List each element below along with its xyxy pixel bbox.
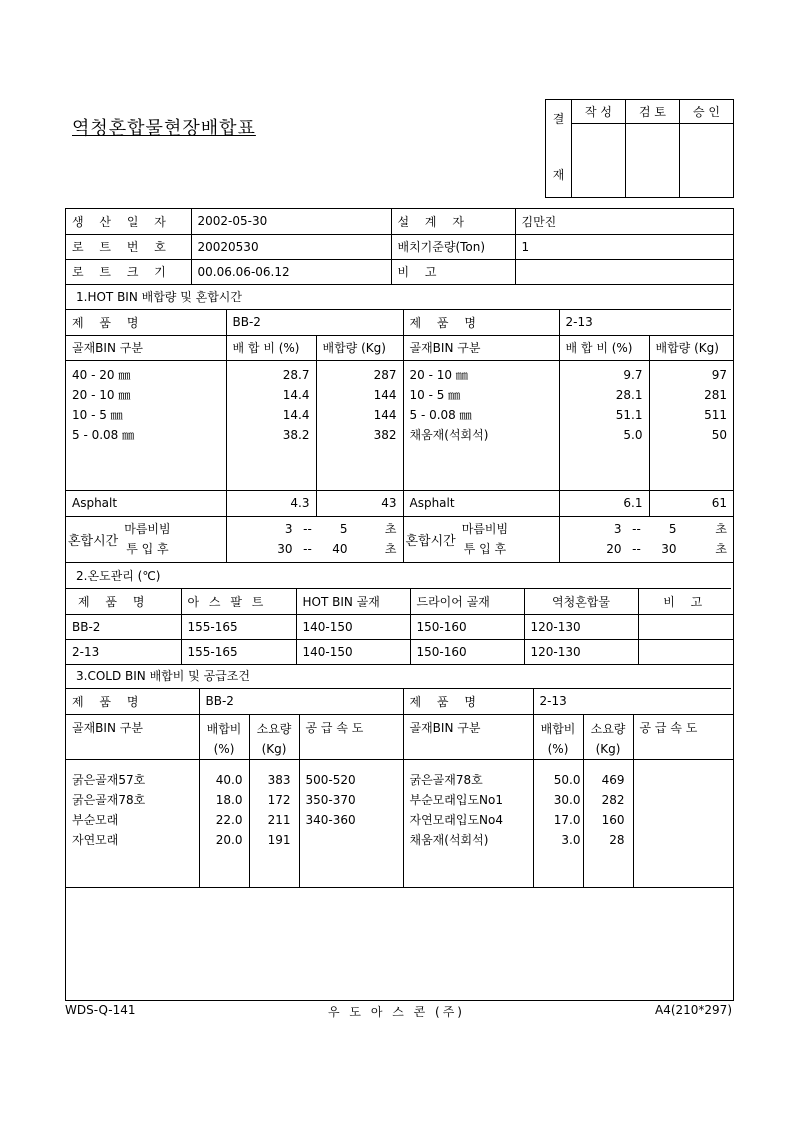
s3-right-header-bin: 골재BIN 구분 <box>403 714 533 759</box>
s1-right-header-amount: 배합량 (Kg) <box>649 335 733 360</box>
list-item: 191 <box>267 832 291 847</box>
list-item: 211 <box>267 812 291 827</box>
mix-unit: 초 <box>384 542 397 556</box>
list-item: 30.0 <box>553 792 581 807</box>
temp-header-remarks: 비 고 <box>638 589 733 614</box>
designer: 김만진 <box>515 209 733 234</box>
list-item: 5 - 0.08 ㎜ <box>72 427 135 442</box>
temp-header-hotbin: HOT BIN 골재 <box>296 589 410 614</box>
mix-from: 3 <box>613 522 622 536</box>
s3-right-product-label: 제 품 명 <box>403 689 533 714</box>
label-batch-standard: 배치기준량(Ton) <box>391 234 515 259</box>
list-item: 40 - 20 ㎜ <box>72 367 131 382</box>
header-unit: (Kg) <box>595 741 621 756</box>
list-item: 40.0 <box>215 772 243 787</box>
list-item: 18.0 <box>215 792 243 807</box>
mix-stage-after: 투 입 후 <box>463 542 507 556</box>
label-remarks: 비 고 <box>391 259 515 284</box>
table-row <box>66 614 733 639</box>
s3-right-speed-list <box>633 759 733 887</box>
s3-right-header-amount <box>583 714 633 759</box>
mix-unit: 초 <box>715 542 727 556</box>
list-item: 17.0 <box>553 812 581 827</box>
list-item: 28 <box>609 832 625 847</box>
s1-left-asphalt-amount: 43 <box>316 490 403 516</box>
list-item: 28.1 <box>615 387 643 402</box>
s3-left-header-ratio <box>199 714 249 759</box>
footer-company: 우 도 아 스 콘 (주) <box>328 1005 465 1019</box>
batch-standard: 1 <box>515 234 733 259</box>
approval-box <box>545 99 734 198</box>
info-table <box>66 209 733 285</box>
s1-right-asphalt-ratio: 6.1 <box>559 490 649 516</box>
s3-right-header-ratio <box>533 714 583 759</box>
label-designer: 설 계 자 <box>391 209 515 234</box>
footer-form-code: WDS-Q-141 <box>65 1003 136 1017</box>
list-item: 383 <box>267 772 291 787</box>
list-item: 50.0 <box>553 772 581 787</box>
section2-title: 2.온도관리 (℃) <box>66 564 731 589</box>
approval-header-approver: 승 인 <box>680 100 734 124</box>
list-item: 281 <box>704 387 727 402</box>
list-item: 340-360 <box>305 812 356 827</box>
list-item: 469 <box>601 772 625 787</box>
list-item: 부순모래입도No1 <box>409 792 504 807</box>
list-item: 500-520 <box>305 772 356 787</box>
mix-stage-dry: 마름비빔 <box>461 522 509 536</box>
production-date: 2002-05-30 <box>191 209 391 234</box>
list-item: 14.4 <box>282 387 310 402</box>
list-item: 38.2 <box>282 427 310 442</box>
list-item: 350-370 <box>305 792 356 807</box>
s1-right-header-bin: 골재BIN 구분 <box>403 335 559 360</box>
approval-side-bottom: 재 <box>552 168 565 182</box>
main-form <box>65 208 734 1001</box>
notes-area[interactable] <box>66 888 733 1000</box>
s3-right-amount-list <box>583 759 633 887</box>
s1-left-header-amount: 배합량 (Kg) <box>316 335 403 360</box>
temp-header-asphalt: 아 스 팔 트 <box>181 589 296 614</box>
s1-right-ratio-list <box>559 360 649 490</box>
s3-left-bin-list <box>66 759 199 887</box>
temp-cell: 120-130 <box>524 614 638 639</box>
s1-left-amount-list <box>316 360 403 490</box>
list-item: 5.0 <box>623 427 643 442</box>
list-item: 160 <box>601 812 625 827</box>
list-item: 굵은골재57호 <box>72 772 146 787</box>
s3-left-header-amount <box>249 714 299 759</box>
s3-left-product: BB-2 <box>199 689 403 714</box>
list-item: 20.0 <box>215 832 243 847</box>
list-item: 자연모래입도No4 <box>409 812 504 827</box>
header-unit: (%) <box>213 741 235 756</box>
list-item: 부순모래 <box>72 812 119 827</box>
s1-left-product-label: 제 품 명 <box>66 310 226 335</box>
list-item: 28.7 <box>282 367 310 382</box>
list-item: 10 - 5 ㎜ <box>409 387 461 402</box>
temperature-table <box>66 589 733 665</box>
list-item: 20 - 10 ㎜ <box>409 367 468 382</box>
temp-header-product: 제 품 명 <box>66 589 181 614</box>
list-item: 자연모래 <box>72 832 119 847</box>
approval-sign-reviewer[interactable] <box>626 124 680 198</box>
mix-from: 20 <box>606 542 622 556</box>
list-item: 511 <box>704 407 727 422</box>
s1-right-bin-list <box>403 360 559 490</box>
temp-cell <box>638 614 733 639</box>
lot-number: 20020530 <box>191 234 391 259</box>
mix-unit: 초 <box>715 522 727 536</box>
s1-left-asphalt-label: Asphalt <box>66 490 226 516</box>
s3-right-ratio-list <box>533 759 583 887</box>
s3-left-header-speed: 공 급 속 도 <box>299 714 403 759</box>
temp-cell: 155-165 <box>181 614 296 639</box>
approval-side-label <box>546 100 572 198</box>
s1-left-product: BB-2 <box>226 310 403 335</box>
label-production-date: 생 산 일 자 <box>66 209 191 234</box>
lot-size: 00.06.06-06.12 <box>191 259 391 284</box>
list-item: 20 - 10 ㎜ <box>72 387 131 402</box>
temp-cell: 150-160 <box>410 614 524 639</box>
mix-to: 30 <box>661 542 677 556</box>
list-item: 굵은골재78호 <box>409 772 483 787</box>
header-unit: (%) <box>547 741 569 756</box>
s1-right-mix-labels <box>403 516 559 562</box>
temp-cell <box>638 639 733 664</box>
list-item: 172 <box>267 792 291 807</box>
s1-left-header-bin: 골재BIN 구분 <box>66 335 226 360</box>
mix-unit: 초 <box>384 522 397 536</box>
s1-right-product: 2-13 <box>559 310 733 335</box>
temp-header-dryer: 드라이어 골재 <box>410 589 524 614</box>
s1-right-product-label: 제 품 명 <box>403 310 559 335</box>
hotbin-table <box>66 310 733 563</box>
s1-left-mix-values: 3 -- 5 초 30 -- 40 초 <box>226 516 403 562</box>
s1-right-mix-values: 3 -- 5 초 20 -- 30 초 <box>559 516 733 562</box>
list-item: 97 <box>711 367 727 382</box>
header-line: 배합비 <box>540 721 576 736</box>
s1-left-bin-list <box>66 360 226 490</box>
mix-from: 30 <box>277 542 293 556</box>
header-unit: (Kg) <box>261 741 287 756</box>
temp-header-mixture: 역청혼합물 <box>524 589 638 614</box>
s3-left-product-label: 제 품 명 <box>66 689 199 714</box>
list-item: 50 <box>711 427 727 442</box>
s3-left-header-bin: 골재BIN 구분 <box>66 714 199 759</box>
s1-left-header-ratio: 배 합 비 (%) <box>226 335 316 360</box>
mix-time-label: 혼합시간 <box>405 533 456 549</box>
mix-to: 5 <box>339 522 348 536</box>
temp-cell: 140-150 <box>296 614 410 639</box>
list-item: 382 <box>373 427 397 442</box>
mix-stage-list <box>462 519 508 559</box>
s1-right-amount-list <box>649 360 733 490</box>
mix-to: 40 <box>332 542 348 556</box>
s3-right-header-speed: 공 급 속 도 <box>633 714 733 759</box>
approval-header-writer: 작 성 <box>572 100 626 124</box>
s1-left-asphalt-ratio: 4.3 <box>226 490 316 516</box>
temp-cell: 155-165 <box>181 639 296 664</box>
mix-stage-dry: 마름비빔 <box>124 522 171 536</box>
list-item: 5 - 0.08 ㎜ <box>409 407 472 422</box>
section1-title: 1.HOT BIN 배합량 및 혼합시간 <box>66 285 731 310</box>
list-item: 채움재(석회석) <box>409 427 489 442</box>
header-line: 소요량 <box>590 721 626 736</box>
s3-left-amount-list <box>249 759 299 887</box>
list-item: 채움재(석회석) <box>409 832 489 847</box>
temp-cell: 2-13 <box>66 639 181 664</box>
list-item: 144 <box>373 387 397 402</box>
remarks <box>515 259 733 284</box>
coldbin-table <box>66 689 733 888</box>
mix-stage-list <box>124 519 170 559</box>
s1-right-asphalt-amount: 61 <box>649 490 733 516</box>
approval-side-top: 결 <box>552 112 565 126</box>
section3-title: 3.COLD BIN 배합비 및 공급조건 <box>66 664 731 689</box>
s1-right-header-ratio: 배 합 비 (%) <box>559 335 649 360</box>
list-item: 144 <box>373 407 397 422</box>
s3-left-ratio-list <box>199 759 249 887</box>
list-item: 287 <box>373 367 397 382</box>
temp-cell: 120-130 <box>524 639 638 664</box>
header-line: 배합비 <box>206 721 242 736</box>
temp-cell: 150-160 <box>410 639 524 664</box>
label-lot-size: 로 트 크 기 <box>66 259 191 284</box>
s1-right-asphalt-label: Asphalt <box>403 490 559 516</box>
approval-header-reviewer: 검 토 <box>626 100 680 124</box>
list-item: 10 - 5 ㎜ <box>72 407 123 422</box>
mix-from: 3 <box>284 522 293 536</box>
list-item: 3.0 <box>561 832 581 847</box>
mix-to: 5 <box>668 522 677 536</box>
mix-stage-after: 투 입 후 <box>126 542 169 556</box>
list-item: 9.7 <box>623 367 643 382</box>
list-item: 14.4 <box>282 407 310 422</box>
s3-left-speed-list <box>299 759 403 887</box>
label-lot-number: 로 트 번 호 <box>66 234 191 259</box>
s1-left-mix-labels <box>66 516 226 562</box>
mix-time-label: 혼합시간 <box>68 533 119 549</box>
approval-sign-approver[interactable] <box>680 124 734 198</box>
page-title: 역청혼합물현장배합표 <box>72 118 256 139</box>
header-line: 소요량 <box>256 721 292 736</box>
list-item: 282 <box>601 792 625 807</box>
table-row <box>66 639 733 664</box>
temp-cell: BB-2 <box>66 614 181 639</box>
approval-sign-writer[interactable] <box>572 124 626 198</box>
s3-right-product: 2-13 <box>533 689 733 714</box>
footer-paper-size: A4(210*297) <box>654 1003 732 1017</box>
list-item: 굵은골재78호 <box>72 792 146 807</box>
list-item: 22.0 <box>215 812 243 827</box>
s3-right-bin-list <box>403 759 533 887</box>
temp-cell: 140-150 <box>296 639 410 664</box>
list-item: 51.1 <box>615 407 643 422</box>
s1-left-ratio-list <box>226 360 316 490</box>
